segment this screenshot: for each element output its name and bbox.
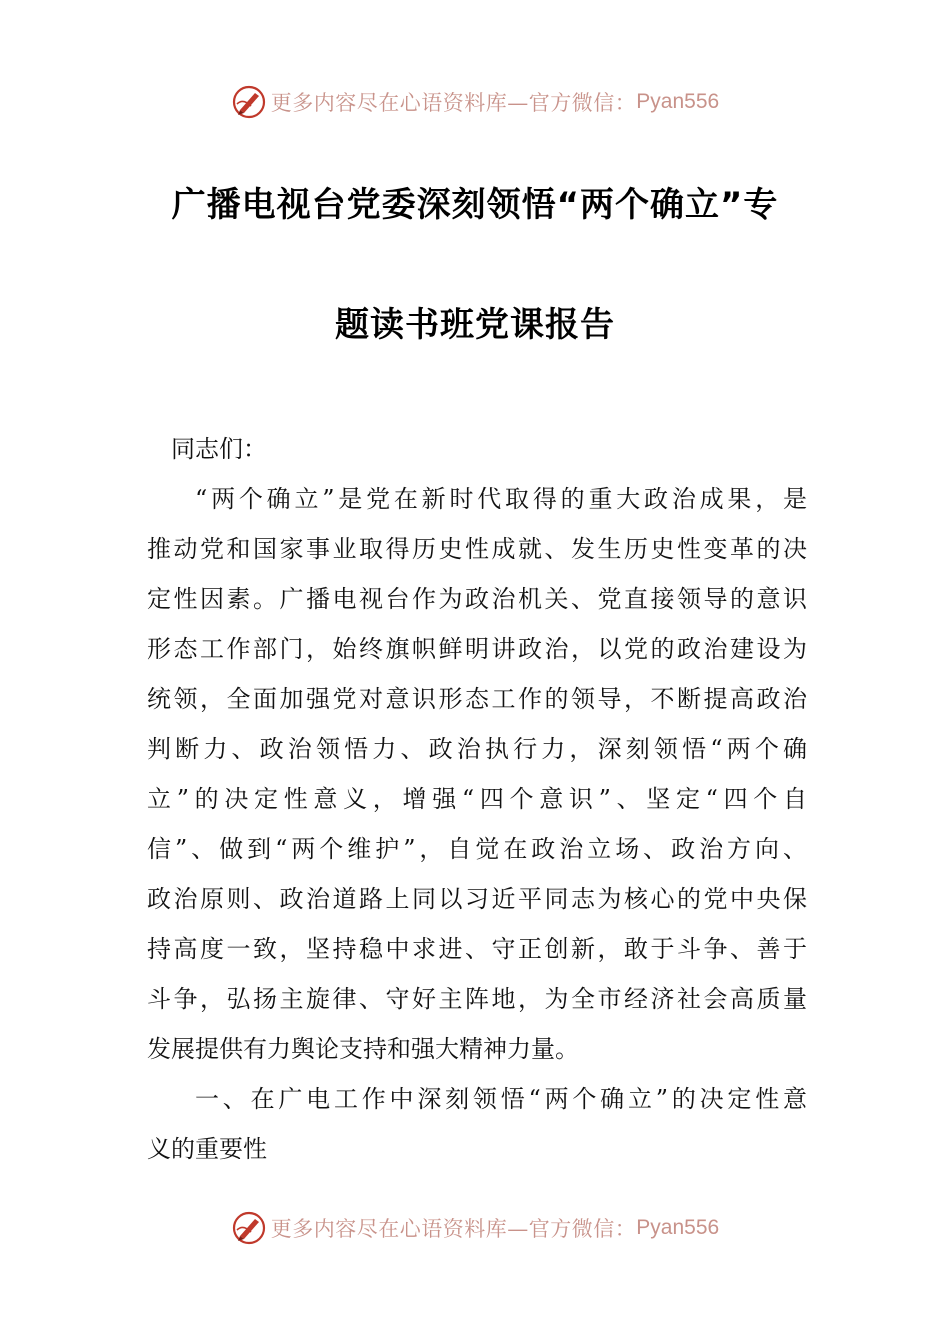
body-line-8: 信”、做到“两个维护”，自觉在政治立场、政治方向、 [147,835,807,863]
body-line-6: 判断力、政治领悟力、政治执行力，深刻领悟“两个确 [147,735,807,763]
salutation: 同志们： [171,435,267,463]
footer-banner [0,1208,950,1248]
footer-wechat-id: Pyan556 [636,1216,720,1239]
body-line-7: 立”的决定性意义，增强“四个意识”、坚定“四个自 [147,785,807,813]
section-heading-line-2: 义的重要性 [147,1135,267,1163]
body-line-1: “两个确立”是党在新时代取得的重大政治成果，是 [195,485,807,513]
pen-logo-icon [231,1210,267,1246]
document-title-line-1: 广播电视台党委深刻领悟“两个确立”专 [171,185,779,225]
body-line-9: 政治原则、政治道路上同以习近平同志为核心的党中央保 [147,885,807,913]
document-title-line-2: 题读书班党课报告 [335,305,615,345]
body-line-10: 持高度一致，坚持稳中求进、守正创新，敢于斗争、善于 [147,935,807,963]
body-line-11: 斗争，弘扬主旋律、守好主阵地，为全市经济社会高质量 [147,985,807,1013]
header-banner [0,82,950,122]
pen-logo-icon [231,84,267,120]
header-wechat-id: Pyan556 [636,90,720,113]
footer-banner-text: 更多内容尽在心语资料库—官方微信： [270,1217,637,1241]
section-heading-line-1: 一、在广电工作中深刻领悟“两个确立”的决定性意 [195,1085,807,1113]
header-banner-text: 更多内容尽在心语资料库—官方微信： [270,91,637,115]
body-line-12: 发展提供有力舆论支持和强大精神力量。 [147,1035,579,1063]
body-line-5: 统领，全面加强党对意识形态工作的领导，不断提高政治 [147,685,807,713]
body-line-2: 推动党和国家事业取得历史性成就、发生历史性变革的决 [147,535,807,563]
body-line-4: 形态工作部门，始终旗帜鲜明讲政治，以党的政治建设为 [147,635,807,663]
body-line-3: 定性因素。广播电视台作为政治机关、党直接领导的意识 [147,585,807,613]
